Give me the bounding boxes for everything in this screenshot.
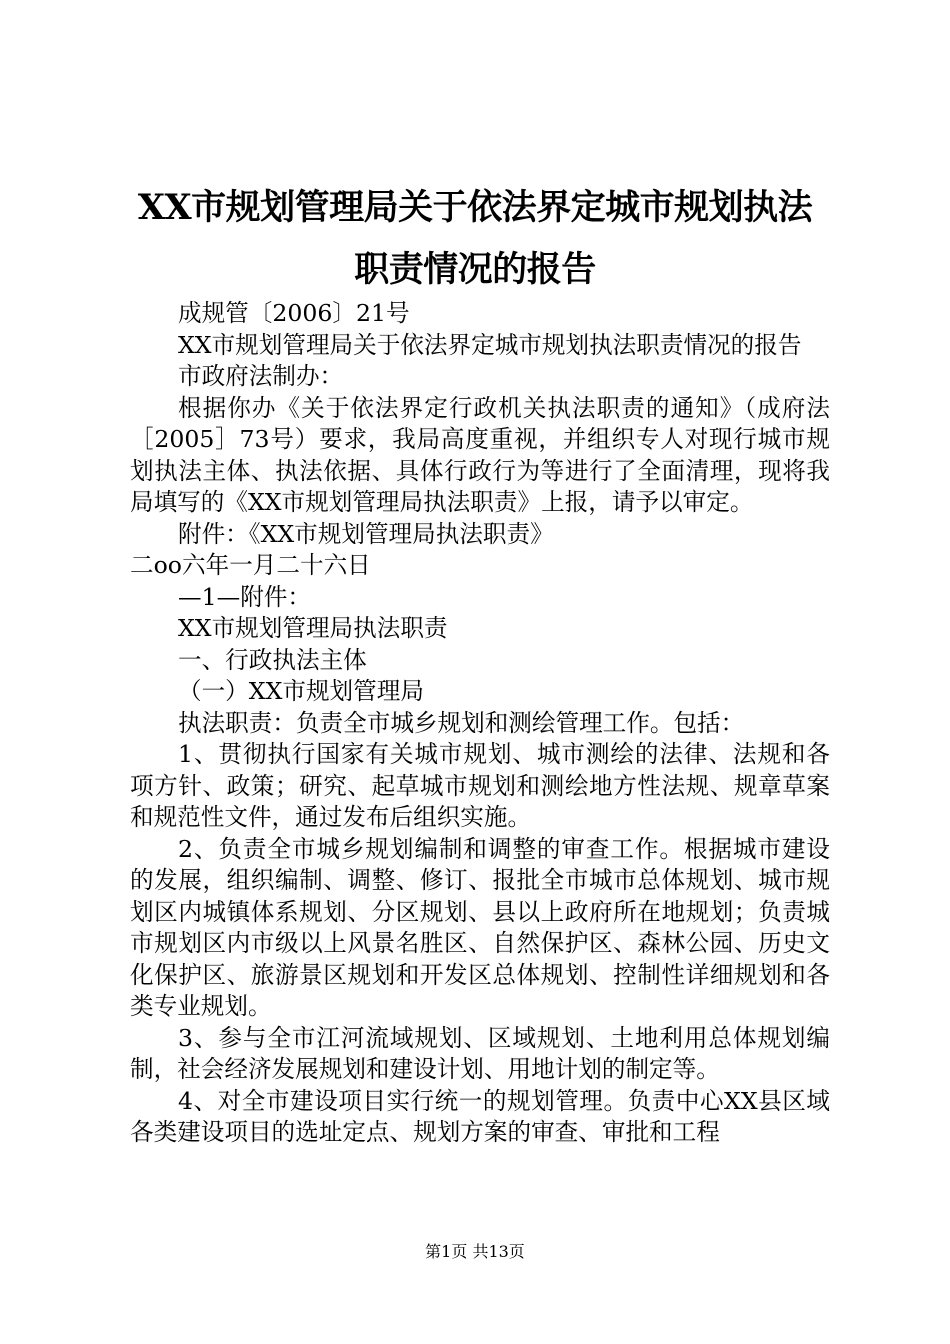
duty-item-1: 1、贯彻执行国家有关城市规划、城市测绘的法律、法规和各项方针、政策；研究、起草城市规划和测绘地方性法规、规章草案和规范性文件，通过发布后组织实施。 <box>130 740 830 831</box>
document-title-line-1: XX市规划管理局关于依法界定城市规划执法 <box>137 187 813 228</box>
duties-intro: 执法职责：负责全市城乡规划和测绘管理工作。包括： <box>178 708 745 737</box>
duty-item-4: 4、对全市建设项目实行统一的规划管理。负责中心XX县区域各类建设项目的选址定点、规划方案的审查、审批和工程 <box>130 1086 830 1146</box>
page-footer: 第1页 共13页 <box>425 1242 525 1261</box>
addressee: 市政府法制办： <box>178 362 344 390</box>
document-date: 二oo六年一月二十六日 <box>130 551 371 579</box>
duty-item-3: 3、参与全市江河流域规划、区域规划、土地利用总体规划编制，社会经济发展规划和建设计划、用地计划的制定等。 <box>130 1023 830 1083</box>
attachment-reference: 附件：《XX市规划管理局执法职责》 <box>178 519 554 548</box>
body-paragraph: 根据你办《关于依法界定行政机关执法职责的通知》（成府法［2005］73号）要求，我局高度重视，并组织专人对现行城市规划执法主体、执法依据、具体行政行为等进行了全面清理，现将我局填写的《XX市规划管理局执法职责》上报，请予以审定。 <box>130 393 830 516</box>
page-marker: —1—附件： <box>178 582 311 611</box>
document-title-line-2: 职责情况的报告 <box>354 249 596 290</box>
document-subject: XX市规划管理局关于依法界定城市规划执法职责情况的报告 <box>178 330 802 359</box>
section-heading: 一、行政执法主体 <box>178 645 367 674</box>
document-number: 成规管〔2006〕21号 <box>178 299 410 327</box>
document-body <box>130 298 830 1149</box>
subsection-heading: （一）XX市规划管理局 <box>178 677 424 705</box>
duty-item-2: 2、负责全市城乡规划编制和调整的审查工作。根据城市建设的发展，组织编制、调整、修订、报批全市城市总体规划、城市规划区内城镇体系规划、分区规划、县以上政府所在地规划；负责城市规划区内市级以上风景名胜区、自然保护区、森林公园、历史文化保护区、旅游景区规划和开发区总体规划、控制性详细规划和各类专业规划。 <box>130 834 830 1020</box>
attachment-title: XX市规划管理局执法职责 <box>178 614 448 642</box>
